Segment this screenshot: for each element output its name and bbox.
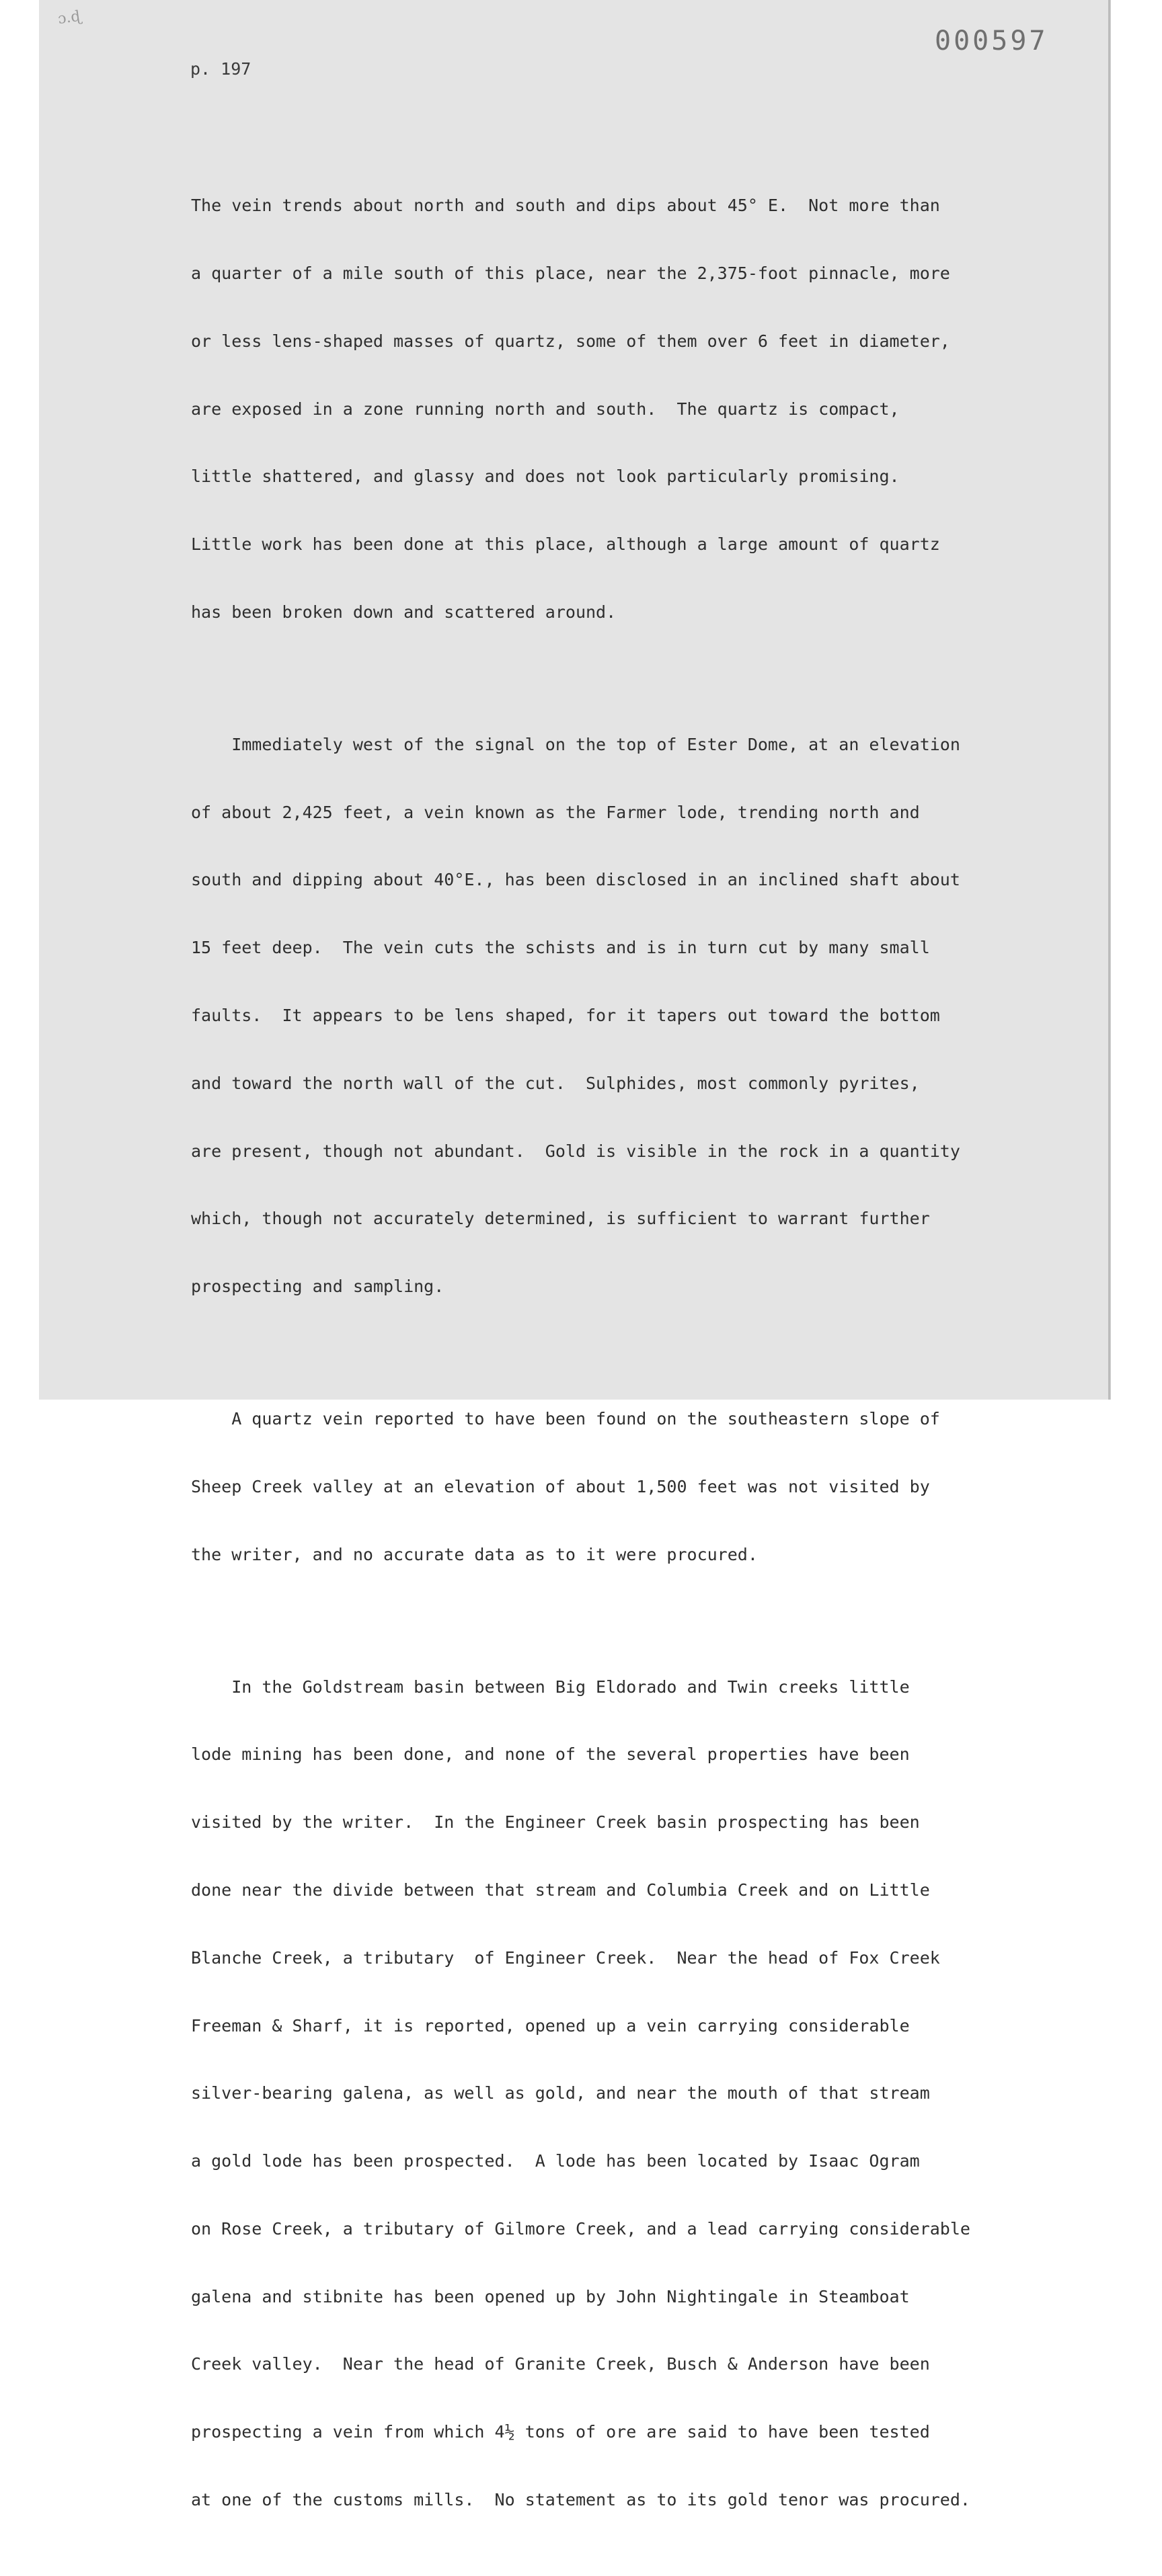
text-line: south and dipping about 40°E., has been disclosed in an inclined shaft about: [191, 870, 960, 890]
text-line: are present, though not abundant. Gold is visible in the rock in a quantity: [191, 1141, 960, 1161]
text-line: a gold lode has been prospected. A lode has been located by Isaac Ogram: [191, 2151, 920, 2171]
text-line: Little work has been done at this place, although a large amount of quartz: [191, 534, 940, 555]
sheet-edge-shadow: [1108, 0, 1110, 1400]
text-line: A quartz vein reported to have been found on the southeastern slope of: [191, 1409, 940, 1429]
text-line: and toward the north wall of the cut. Sulphides, most commonly pyrites,: [191, 1073, 920, 1093]
text-line: Immediately west of the signal on the top of Ester Dome, at an elevation: [191, 734, 960, 754]
document-number: 000597: [935, 26, 1048, 56]
text-line: lode mining has been done, and none of the several properties have been: [191, 1744, 910, 1765]
text-line: silver-bearing galena, as well as gold, and near the mouth of that stream: [191, 2083, 930, 2103]
text-line: a quarter of a mile south of this place, near the 2,375-foot pinnacle, more: [191, 263, 950, 283]
text-line: Freeman & Sharf, it is reported, opened up a vein carrying considerable: [191, 2015, 910, 2036]
text-line: prospecting a vein from which 4½ tons of ore are said to have been tested: [191, 2422, 930, 2442]
text-line: on Rose Creek, a tributary of Gilmore Creek, and a lead carrying considerable: [191, 2218, 970, 2239]
page-number: p. 197: [190, 59, 251, 79]
text-line: Creek valley. Near the head of Granite Creek, Busch & Anderson have been: [191, 2354, 930, 2374]
paragraph: [191, 149, 1065, 669]
paragraph: [191, 1630, 1065, 2556]
text-line: faults. It appears to be lens shaped, for it tapers out toward the bottom: [191, 1005, 940, 1025]
text-line: The vein trends about north and south and dips about 45° E. Not more than: [191, 196, 940, 216]
text-line: 15 feet deep. The vein cuts the schists and is in turn cut by many small: [191, 938, 930, 958]
text-line: or less lens-shaped masses of quartz, some of them over 6 feet in diameter,: [191, 331, 950, 351]
text-line: Sheep Creek valley at an elevation of about 1,500 feet was not visited by: [191, 1476, 930, 1496]
text-line: the writer, and no accurate data as to it were procured.: [191, 1544, 758, 1564]
paragraph: [191, 688, 1065, 1343]
corner-handwritten-mark: ɔ.ɖ: [56, 7, 82, 28]
text-line: In the Goldstream basin between Big Eldorado and Twin creeks little: [191, 1677, 910, 1697]
text-line: visited by the writer. In the Engineer Creek basin prospecting has been: [191, 1812, 920, 1833]
text-line: of about 2,425 feet, a vein known as the Farmer lode, trending north and: [191, 802, 920, 822]
text-line: little shattered, and glassy and does not look particularly promising.: [191, 467, 900, 487]
text-line: are exposed in a zone running north and south. The quartz is compact,: [191, 399, 900, 419]
text-line: which, though not accurately determined, is sufficient to warrant further: [191, 1209, 930, 1229]
text-line: prospecting and sampling.: [191, 1277, 444, 1297]
paragraph: [191, 1363, 1065, 1611]
text-line: Blanche Creek, a tributary of Engineer Creek. Near the head of Fox Creek: [191, 1947, 940, 1968]
text-line: has been broken down and scattered around.: [191, 602, 617, 622]
document-body: [191, 149, 1065, 2576]
text-line: galena and stibnite has been opened up by John Nightingale in Steamboat: [191, 2286, 910, 2306]
text-line: at one of the customs mills. No statement as to its gold tenor was procured.: [191, 2489, 970, 2509]
text-line: done near the divide between that stream and Columbia Creek and on Little: [191, 1880, 930, 1900]
